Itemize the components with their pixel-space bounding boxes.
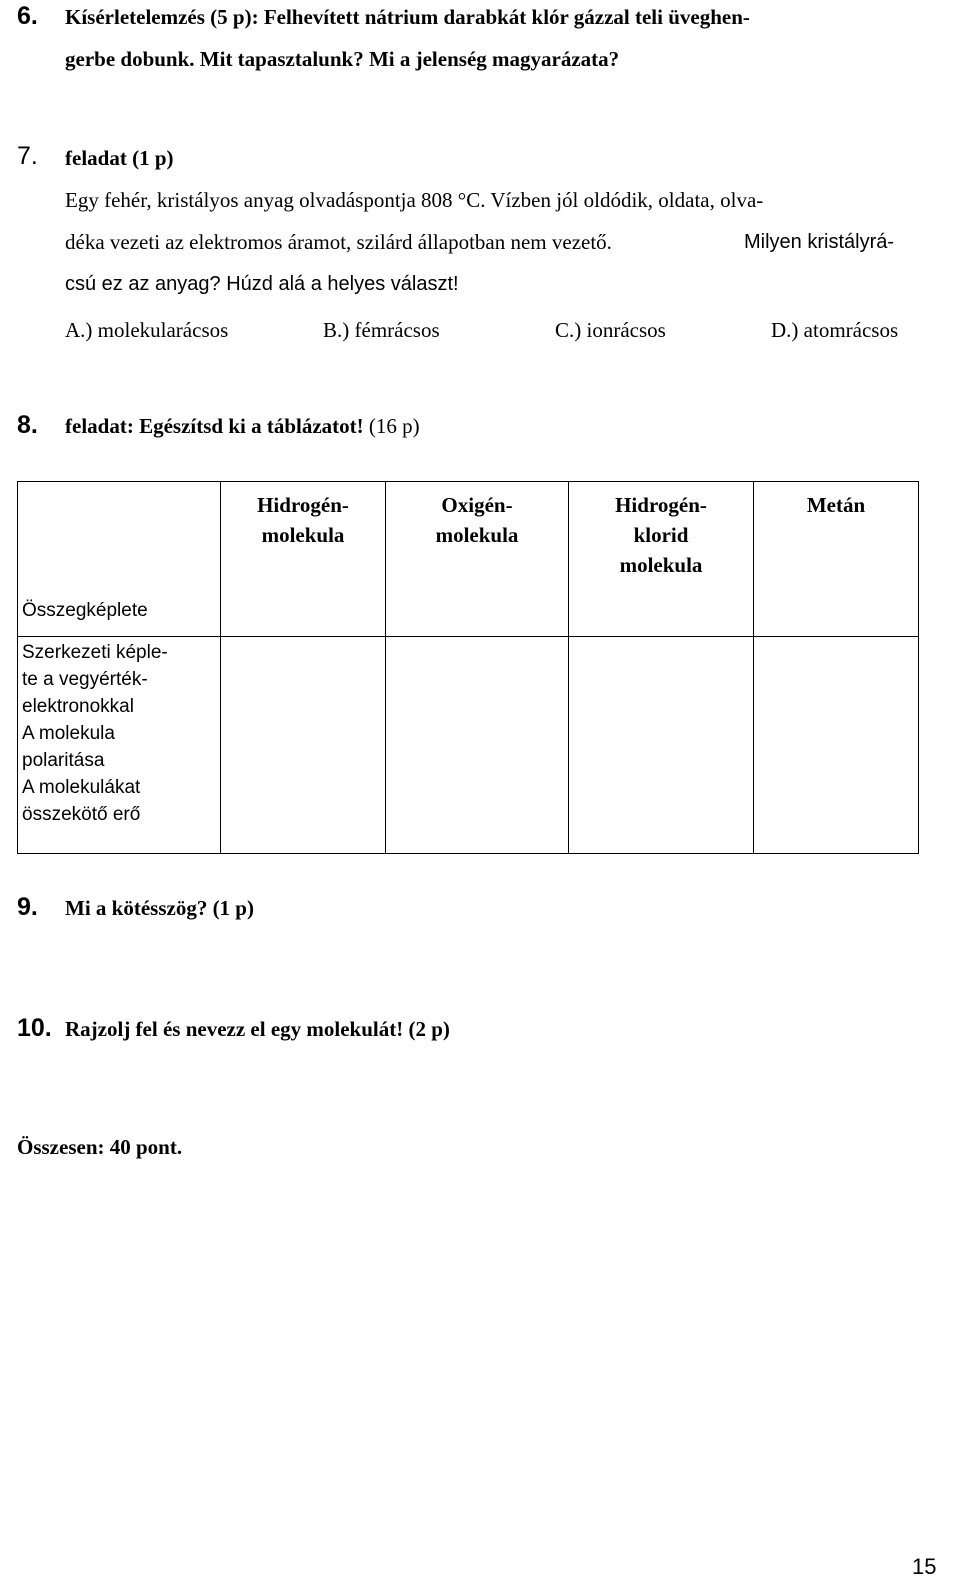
row-label-line: te a vegyérték- xyxy=(22,669,148,690)
question-6-line-2: gerbe dobunk. Mit tapasztalunk? Mi a jelenség magyarázata? xyxy=(65,47,620,71)
header-line: molekula xyxy=(261,523,345,547)
question-9-text: Mi a kötésszög? (1 p) xyxy=(65,896,254,920)
row-label-text: Összegképlete xyxy=(22,600,148,621)
question-7-line-3: csú ez az anyag? Húzd alá a helyes választ! xyxy=(65,273,459,295)
answer-cell-o2[interactable] xyxy=(386,637,569,854)
header-line: Oxigén- xyxy=(441,493,513,517)
question-6-line-1: Kísérletelemzés (5 p): Felhevített nátrium darabkát klór gázzal teli üveghen- xyxy=(65,5,750,29)
row-label-line: A molekula xyxy=(22,723,115,744)
question-7-number: 7. xyxy=(17,142,38,170)
row-label-line: A molekulákat xyxy=(22,777,141,798)
header-oxigen-molekula xyxy=(386,482,569,637)
question-6-number: 6. xyxy=(17,2,38,30)
question-8-title xyxy=(65,414,420,439)
option-d[interactable]: D.) atomrácsos xyxy=(771,318,899,342)
question-8-number: 8. xyxy=(17,411,38,439)
header-metan xyxy=(754,482,919,637)
total-points: Összesen: 40 pont. xyxy=(17,1135,183,1159)
question-9-number: 9. xyxy=(17,893,38,921)
question-7-line-2b: Milyen kristályrá- xyxy=(744,231,895,253)
option-c[interactable]: C.) ionrácsos xyxy=(555,318,666,342)
row-label-line: polaritása xyxy=(22,750,105,771)
row-label-line: összekötő erő xyxy=(22,804,141,825)
molecule-table xyxy=(17,481,919,854)
answer-cell-ch4[interactable] xyxy=(754,637,919,854)
question-7-line-2a: déka vezeti az elektromos áramot, szilárd állapotban nem vezető. xyxy=(65,230,612,254)
option-b[interactable]: B.) fémrácsos xyxy=(323,318,440,342)
header-line: molekula xyxy=(619,553,703,577)
question-10-text: Rajzolj fel és nevezz el egy molekulát! (2 p) xyxy=(65,1017,450,1041)
page-number: 15 xyxy=(912,1554,937,1579)
question-7-title: feladat (1 p) xyxy=(65,146,174,170)
option-a[interactable]: A.) molekularácsos xyxy=(65,318,229,342)
answer-cell-hcl[interactable] xyxy=(569,637,754,854)
header-hidrogen-molekula xyxy=(221,482,386,637)
header-line: Hidrogén- xyxy=(615,493,707,517)
row-label-line: Szerkezeti képle- xyxy=(22,642,168,663)
row-label-line: elektronokkal xyxy=(22,696,134,717)
header-hidrogen-klorid-molekula xyxy=(569,482,754,637)
question-8-title-text: feladat: Egészítsd ki a táblázatot! xyxy=(65,414,364,438)
header-line: Hidrogén- xyxy=(257,493,349,517)
header-line: Metán xyxy=(806,493,866,517)
question-10-number: 10. xyxy=(17,1014,52,1042)
header-line: klorid xyxy=(633,523,689,547)
row-label-osszegkeplete xyxy=(18,482,221,637)
question-8-points: (16 p) xyxy=(368,414,420,438)
header-line: molekula xyxy=(435,523,519,547)
answer-cell-h2[interactable] xyxy=(221,637,386,854)
row-label-szerkezeti xyxy=(18,637,221,854)
question-7-line-1: Egy fehér, kristályos anyag olvadáspontja 808 °C. Vízben jól oldódik, oldata, olva- xyxy=(65,188,764,212)
